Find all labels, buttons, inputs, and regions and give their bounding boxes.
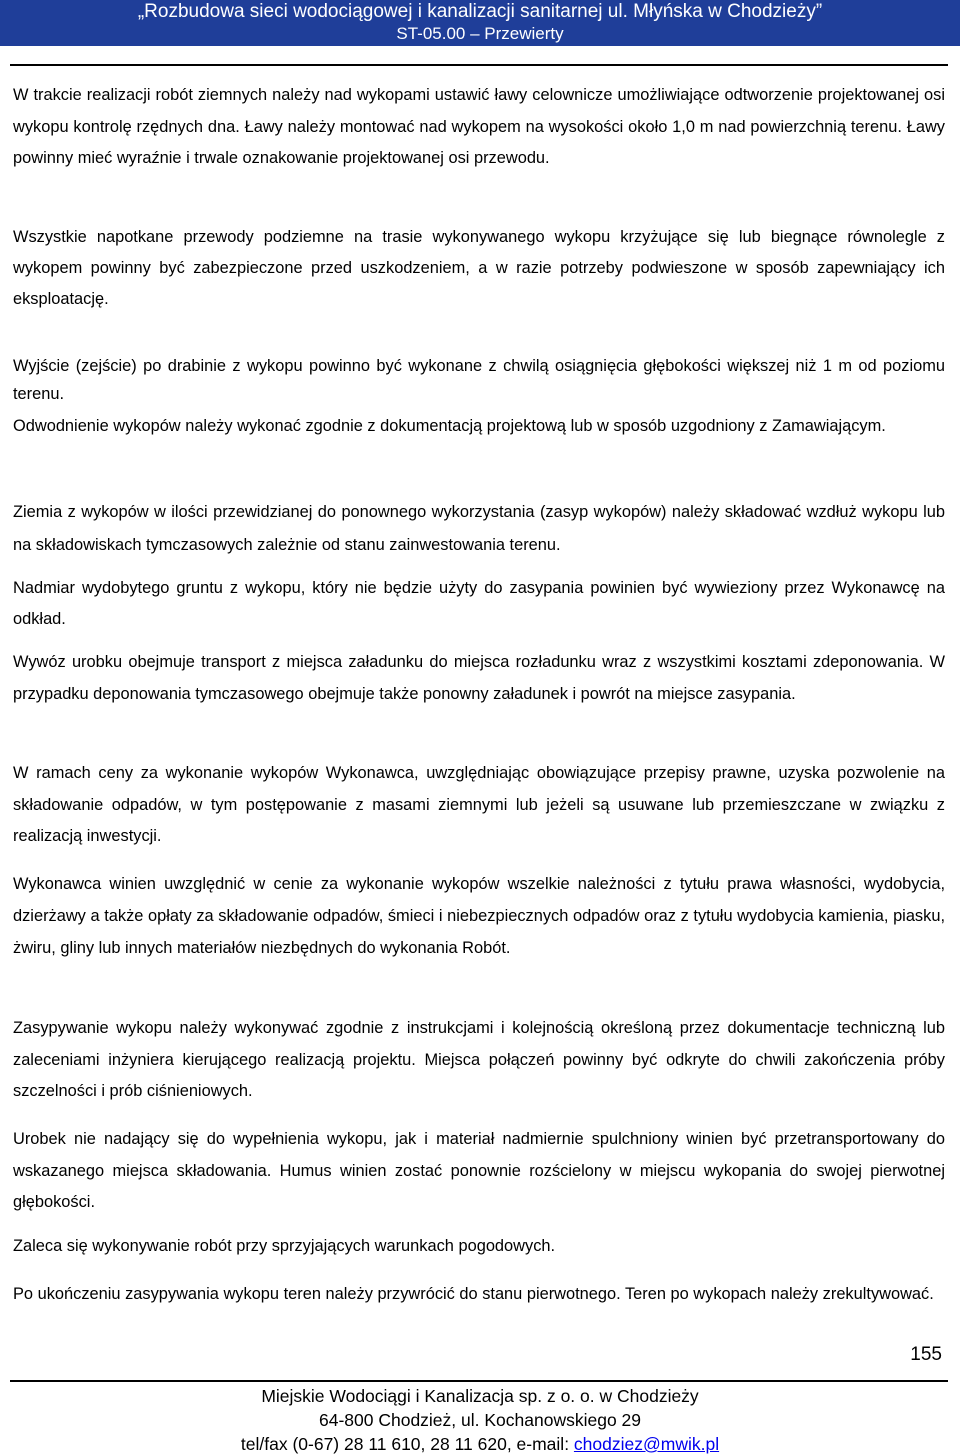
footer-address: 64-800 Chodzież, ul. Kochanowskiego 29 — [318, 1410, 641, 1430]
document-footer — [0, 1384, 960, 1456]
page-number: 155 — [910, 1344, 942, 1365]
footer-contact — [0, 1432, 960, 1456]
paragraph-weather: Zaleca się wykonywanie robót przy sprzyjających warunkach pogodowych. — [13, 1237, 556, 1255]
paragraph-waste-permit: W ramach ceny za wykonanie wykopów Wykonawca, uwzględniając obowiązujące przepisy prawne, uzyska pozwolenie na składowanie odpadów, w tym postępowanie z masami ziemnymi lub jeżeli są usuwane lub przemieszczane w związku z realizacją inwestycji. — [13, 764, 945, 845]
paragraph-contractor-fees: Wykonawca winien uwzględnić w cenie za wykonanie wykopów wszelkie należności z tytułu prawa własności, wydobycia, dzierżawy a także opłaty za składowanie odpadów, śmieci i niebezpiecznych odpadów oraz z tytułu wydobycia kamienia, piasku, żwiru, gliny lub innych materiałów niezbędnych do wykonania Robót. — [13, 875, 945, 957]
footer-phone: tel/fax (0-67) 28 11 610, 28 11 620, e-mail: — [240, 1434, 574, 1454]
paragraph-backfilling: Zasypywanie wykopu należy wykonywać zgodnie z instrukcjami i kolejnością określoną przez dokumentacje techniczną lub zaleceniami inżyniera kierującego realizacją projektu. Miejsca połączeń powinny być odkryte do chwili zakończenia próby szczelności i prób ciśnieniowych. — [13, 1019, 945, 1100]
paragraph-excess-soil: Nadmiar wydobytego gruntu z wykopu, który nie będzie użyty do zasypania powinien być wywieziony przez Wykonawcę na odkład. — [13, 579, 945, 628]
document-code: ST-05.00 – Przewierty — [396, 24, 564, 43]
paragraph-unsuitable-spoil: Urobek nie nadający się do wypełnienia wykopu, jak i materiał nadmiernie spulchniony winien być przetransportowany do wskazanego miejsca składowania. Humus winien zostać ponownie rozścielony w miejscu wykopania do swojej pierwotnej głębokości. — [13, 1130, 945, 1211]
footer-email-link[interactable]: chodziez@mwik.pl — [573, 1434, 720, 1454]
paragraph-soil-storage: Ziemia z wykopów w ilości przewidzianej do ponownego wykorzystania (zasyp wykopów) należy składować wzdłuż wykopu lub na składowiskach tymczasowych zależnie od stanu zainwestowania terenu. — [13, 503, 945, 554]
footer-divider — [10, 1380, 948, 1382]
paragraph-survey-benches: W trakcie realizacji robót ziemnych należy nad wykopami ustawić ławy celownicze umożliwiające odtworzenie projektowanej osi wykopu kontrolę rzędnych dna. Ławy należy montować nad wykopem na wysokości około 1,0 m nad powierzchnią terenu. Ławy powinny mieć wyraźnie i trwale oznakowanie projektowanej osi przewodu. — [13, 86, 945, 167]
footer-company: Miejskie Wodociągi i Kanalizacja sp. z o. o. w Chodzieży — [261, 1386, 699, 1406]
paragraph-underground-utilities: Wszystkie napotkane przewody podziemne na trasie wykonywanego wykopu krzyżujące się lub biegnące równolegle z wykopem powinny być zabezpieczone przed uszkodzeniem, a w razie potrzeby podwieszone w sposób zapewniający ich eksploatację. — [13, 228, 945, 308]
document-title: „Rozbudowa sieci wodociągowej i kanalizacji sanitarnej ul. Młyńska w Chodzieży” — [137, 1, 823, 22]
document-header — [0, 0, 960, 46]
header-divider — [10, 64, 948, 66]
paragraph-ladder-exit: Wyjście (zejście) po drabinie z wykopu powinno być wykonane z chwilą osiągnięcia głębokości większej niż 1 m od poziomu terenu. — [13, 357, 945, 403]
paragraph-drainage: Odwodnienie wykopów należy wykonać zgodnie z dokumentacją projektową lub w sposób uzgodniony z Zamawiającym. — [13, 417, 886, 435]
paragraph-spoil-transport: Wywóz urobku obejmuje transport z miejsca załadunku do miejsca rozładunku wraz z wszystkimi kosztami zdeponowania. W przypadku deponowania tymczasowego obejmuje także ponowny załadunek i powrót na miejsce zasypania. — [13, 653, 945, 703]
paragraph-restoration: Po ukończeniu zasypywania wykopu teren należy przywrócić do stanu pierwotnego. Teren po wykopach należy zrekultywować. — [13, 1285, 934, 1303]
